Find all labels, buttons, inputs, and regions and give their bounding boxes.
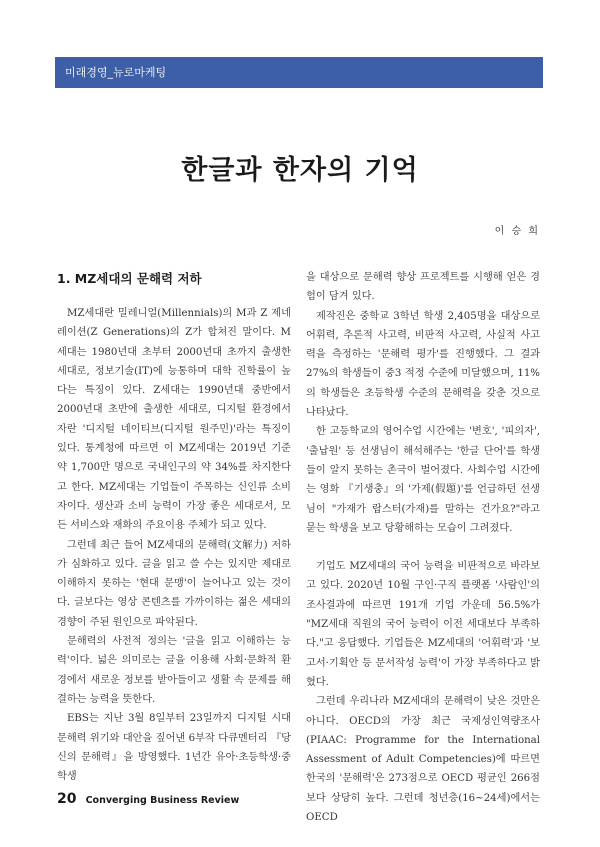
left-column [57,268,291,786]
author-name: 이 승 희 [494,226,540,237]
right-column [306,268,540,827]
body-paragraph: 한 고등학교의 영어수업 시간에는 '변호', '피의자', '출납원' 등 선생님이 해석해주는 '한글 단어'를 학생들이 알지 못하는 촌극이 벌어졌다. 사회수업 시간에는 영화 『기생충』의 '가제(假題)'를 언급하던 선생님이 "가재가 랍스터(가재)를 말하는 건가요?"라고 묻는 학생을 보고 당황해하는 모습이 그려졌다. [306,426,540,534]
body-paragraph: MZ세대란 밀레니얼(Millennials)의 M과 Z 제네레이션(Z Generations)의 Z가 합쳐진 말이다. M 세대는 1980년대 초부터 2000년대 초까지 출생한 세대로, 정보기술(IT)에 능통하며 대학 진학률이 높다는 특징이 있다. Z세대는 1990년대 중반에서 2000년대 초반에 출생한 세대로, 디지털 환경에서 자란 '디지털 네이티브(디지털 원주민)'라는 특징이 있다. 통계청에 따르면 이 MZ세대는 2019년 기준 약 1,700만 명으로 국내인구의 약 34%를 차지한다고 한다. MZ세대는 기업들이 주목하는 신인류 소비자이다. 생산과 소비 능력이 가장 좋은 세대로서, 모든 서비스와 재화의 주요이용 주체가 되고 있다. [57,308,291,532]
article-title: 한글과 한자의 기억 [181,155,419,186]
body-paragraph: 을 대상으로 문해력 향상 프로젝트를 시행해 얻은 경험이 담겨 있다. [306,272,540,303]
page-number: 20 [57,791,77,807]
section-heading: 1. MZ세대의 문해력 저하 [57,271,202,286]
journal-name: Converging Business Review [85,795,240,806]
category-label: 미래경영_뉴로마케팅 [65,66,167,79]
body-paragraph: 기업도 MZ세대의 국어 능력을 비판적으로 바라보고 있다. 2020년 10월 구인·구직 플랫폼 '사람인'의 조사결과에 따르면 191개 기업 가운데 56.5%가 "MZ세대 직원의 국어 능력이 이전 세대보다 부족하다."고 응답했다. 기업들은 MZ세대의 '어휘력'과 '보고서·기획안 등 문서작성 능력'이 가장 부족하다고 밝혔다. [306,561,540,688]
body-paragraph: EBS는 지난 3월 8일부터 23일까지 디지털 시대 문해력 위기와 대안을 짚어낸 6부작 다큐멘터리 『당신의 문해력』을 방영했다. 1년간 유아·초등학생·중학생 [57,713,291,783]
category-banner [55,57,543,88]
body-paragraph: 그런데 최근 들어 MZ세대의 문해력(文解力) 저하가 심화하고 있다. 글을 읽고 쓸 수는 있지만 제대로 이해하지 못하는 '현대 문맹'이 늘어나고 있는 것이다. 글보다는 영상 콘텐츠를 가까이하는 젊은 세대의 경향이 주된 원인으로 파악된다. [57,539,291,628]
body-paragraph: 제작진은 중학교 3학년 학생 2,405명을 대상으로 어휘력, 추론적 사고력, 비판적 사고력, 사실적 사고력을 측정하는 '문해력 평가'를 진행했다. 그 결과 27%의 학생들이 중3 적정 수준에 미달했으며, 11%의 학생들은 초등학생 수준의 문해력을 갖춘 것으로 나타났다. [306,310,540,419]
body-paragraph: 문해력의 사전적 정의는 '글을 읽고 이해하는 능력'이다. 넓은 의미로는 글을 이용해 사회·문화적 환경에서 새로운 정보를 받아들이고 생활 속 문제를 해결하는 능력을 뜻한다. [57,636,291,705]
page-footer [57,788,239,807]
body-paragraph: 그런데 우리나라 MZ세대의 문해력이 낮은 것만은 아니다. OECD의 가장 최근 국제성인역량조사(PIAAC: Programme for the International Assessment of Adult Competencies)에 따르면 한국의 '문해력'은 273점으로 OECD 평균인 266점보다 상당히 높다. 그런데 청년층(16~24세)에서는 OECD [306,696,540,824]
